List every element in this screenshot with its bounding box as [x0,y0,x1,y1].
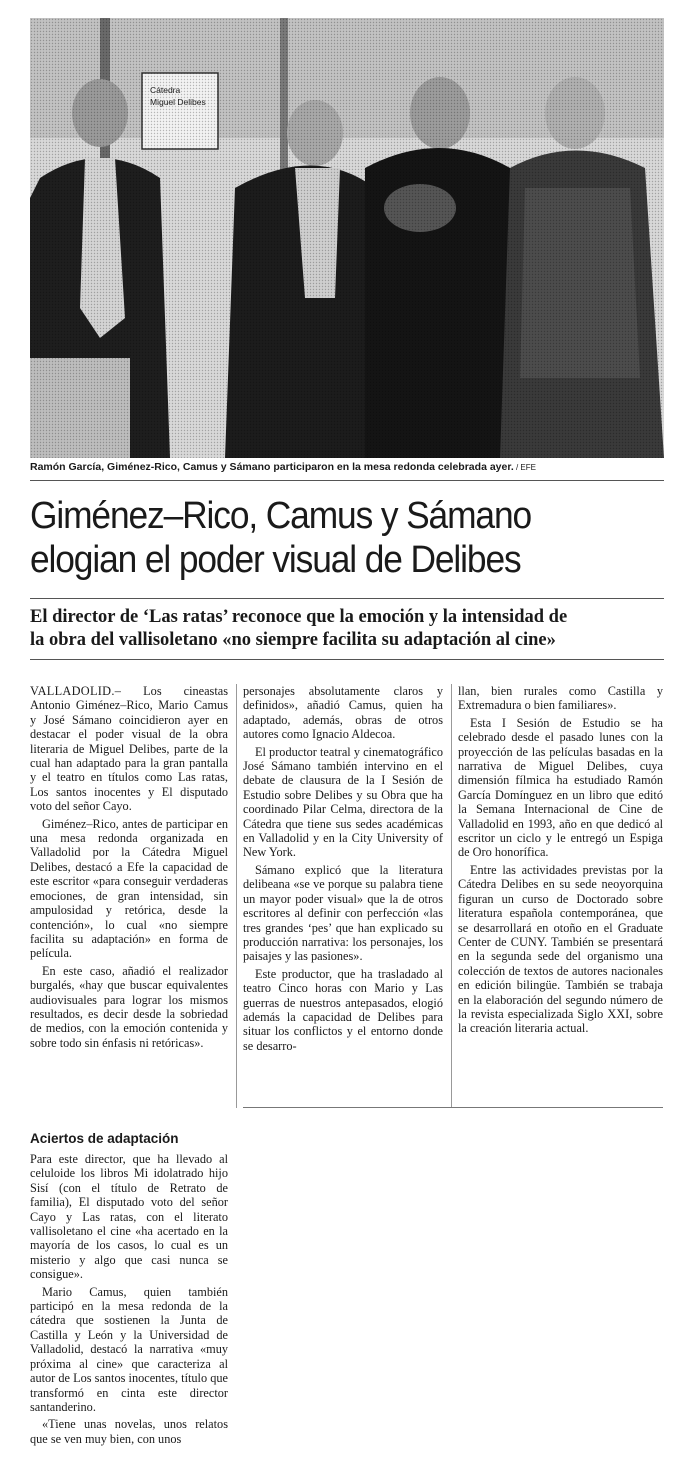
paragraph: El productor teatral y cinematográfico José Sámano también intervino en el debate de clausura de la I Sesión de Estudio sobre Delibes y su Obra que ha coordinado Pilar Celma, directora de la Cátedra que tiene sus sedes académicas en Valladolid y en la City University of New York. [243,744,443,860]
paragraph: «Tiene unas novelas, unos relatos que se ven muy bien, con unos [30,1417,228,1446]
paragraph: En este caso, añadió el realizador burgalés, «hay que buscar equivalentes audiovisuales para lograr los mismos resultados, es decir desde la sobriedad de medios, con la emoción contenida y sobre todo sin énfasis ni retóricas». [30,963,228,1050]
article-column-1 [30,684,228,1053]
paragraph-text: Los cineastas Antonio Giménez–Rico, Mario Camus y José Sámano coincidieron ayer en destacar el poder visual de la obra literaria de Miguel Delibes, parte de la cual han adaptado para la gran pantalla y el teatro en títulos como Las ratas, Los santos inocentes y El disputado voto del señor Cayo. [30,684,228,814]
paragraph: personajes absolutamente claros y definidos», añadió Camus, quien ha adaptado, además, obras de otros autores como Ignacio Aldecoa. [243,684,443,742]
deck-rule [30,659,664,660]
paragraph: Para este director, que ha llevado al celuloide los libros Mi idolatrado hijo Sisí (con el título de Retrato de familia), El disputado voto del señor Cayo y Las ratas, con el literato vallisoletano el cine «ha acertado en la mayoría de los casos, lo cual es un misterio y algo que casi nunca se consigue». [30,1152,228,1282]
paragraph: Esta I Sesión de Estudio se ha celebrado desde el pasado lunes con la proyección de las películas basadas en la narrativa de Miguel Delibes, cuya dimensión fílmica ha estudiado Ramón García Domínguez en un libro que editó la Semana Internacional de Cine de Valladolid en 1993, año en que dedicó al escritor un ciclo y le entregó un Espiga de Oro honorífica. [458,715,663,860]
caption-rule [30,480,664,481]
column-divider [236,684,237,1108]
paragraph [30,684,228,814]
paragraph: Entre las actividades previstas por la Cátedra Delibes en su sede neoyorquina figuran un curso de Doctorado sobre literatura española contemporánea, que se desarrollará en otoño en el Graduate Center de CUNY. También se presentará en la segunda sede del organismo una colección de textos de autores nacionales en edición bilingüe. También se trabaja en la elaboración del segundo número de la revista especializada Siglo XXI, sobre la creación literaria actual. [458,862,663,1036]
headline-line-2: elogian el poder visual de Delibes [30,539,521,581]
section-subhead: Aciertos de adaptación [30,1131,179,1146]
dateline: VALLADOLID.– [30,684,122,698]
paragraph: Giménez–Rico, antes de participar en una mesa redonda organizada en Valladolid por la Cátedra Miguel Delibes, destacó a Efe la capacidad de este escritor «para conseguir verdaderas emociones, de gran intensidad, sin ampulosidad y retórica, desde la contención», lo cual «no siempre facilita su adaptación» en forma de película. [30,816,228,961]
paragraph: llan, bien rurales como Castilla y Extremadura o bien familiares». [458,684,663,713]
photo-caption [30,461,664,473]
photo-credit: / EFE [513,463,536,472]
paragraph: Sámano explicó que la literatura delibeana «se ve porque su palabra tiene un mayor poder visual» que la de otros escritores al definir con perfección «las tres grandes ‘pes’ que han explicado su producción narrativa: los personajes, los paisajes y las pasiones». [243,862,443,964]
article-end-rule [243,1107,663,1108]
deck-line-1: El director de ‘Las ratas’ reconoce que la emoción y la intensidad de [30,607,568,627]
subheadline [30,606,664,652]
column-divider [451,684,452,1108]
article-column-1-continued [30,1152,228,1449]
headline-rule [30,598,664,599]
headline [30,494,625,582]
headline-line-1: Giménez–Rico, Camus y Sámano [30,495,532,537]
article-column-3 [458,684,663,1039]
news-photo [30,18,664,458]
article-column-2 [243,684,443,1056]
paragraph: Este productor, que ha trasladado al teatro Cinco horas con Mario y Las guerras de nuestros antepasados, elogió además la capacidad de Delibes para situar los conflictos y el entorno donde se desarro- [243,966,443,1053]
paragraph: Mario Camus, quien también participó en la mesa redonda de la cátedra que sostienen la Junta de Castilla y León y la Universidad de Valladolid, destacó la narrativa «muy próxima al cine» que caracteriza al autor de Los santos inocentes, título que transformó en cinta este director santanderino. [30,1284,228,1414]
photo-illustration [30,18,664,458]
deck-line-2: la obra del vallisoletano «no siempre facilita su adaptación al cine» [30,630,556,650]
caption-text: Ramón García, Giménez-Rico, Camus y Sámano participaron en la mesa redonda celebrada ayer. [30,461,514,473]
